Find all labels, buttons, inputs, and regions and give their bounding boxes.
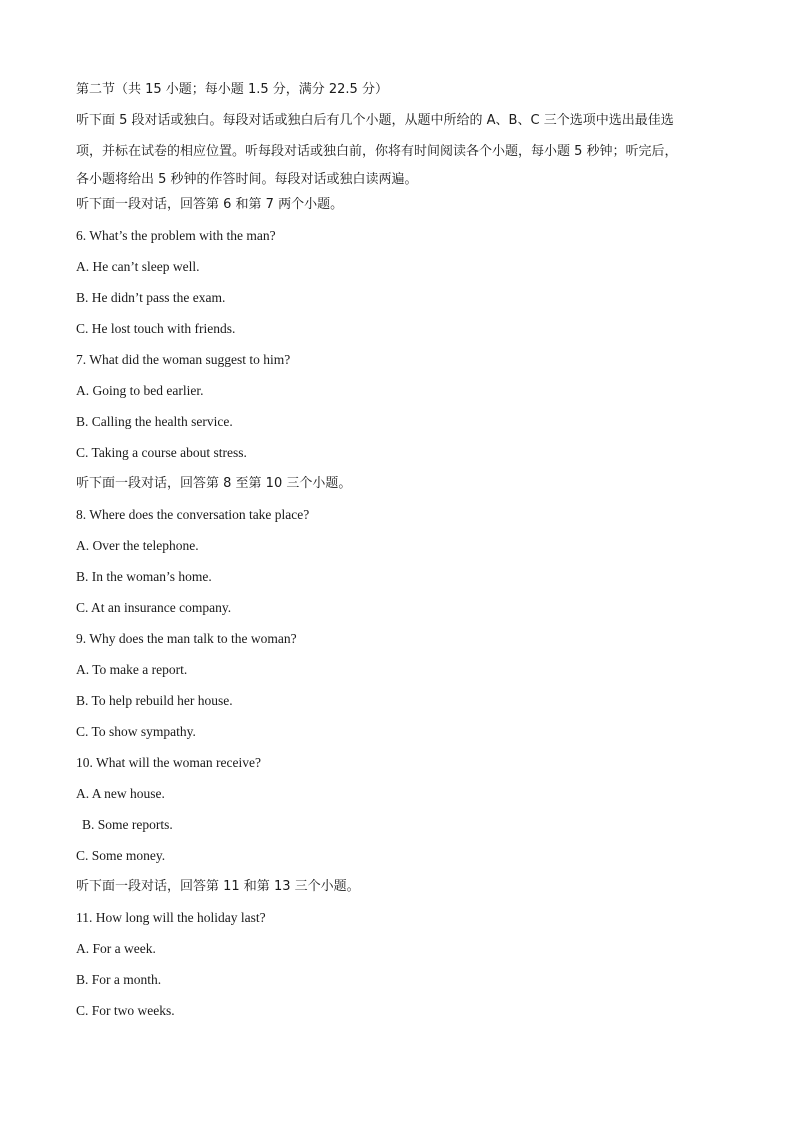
instruction-line: 项，并标在试卷的相应位置。听每段对话或独白前，你将有时间阅读各个小题，每小题 5 秒钟；听完后， xyxy=(76,144,678,159)
answer-option: C. Taking a course about stress. xyxy=(76,445,247,460)
instruction-line: 听下面 5 段对话或独白。每段对话或独白后有几个小题，从题中所给的 A、B、C 三个选项中选出最佳选 xyxy=(76,113,674,128)
answer-option: B. He didn’t pass the exam. xyxy=(76,290,226,305)
answer-option: A. A new house. xyxy=(76,786,165,801)
question-stem: 6. What’s the problem with the man? xyxy=(76,228,276,243)
question-stem: 7. What did the woman suggest to him? xyxy=(76,352,291,367)
document-content xyxy=(76,80,726,1032)
answer-option: A. Going to bed earlier. xyxy=(76,383,204,398)
instruction-line: 各小题将给出 5 秒钟的作答时间。每段对话或独白读两遍。 xyxy=(76,172,418,187)
group-prompt: 听下面一段对话，回答第 8 至第 10 三个小题。 xyxy=(76,476,352,491)
answer-option: B. In the woman’s home. xyxy=(76,569,212,584)
group-prompt: 听下面一段对话，回答第 11 和第 13 三个小题。 xyxy=(76,879,360,894)
answer-option: B. Calling the health service. xyxy=(76,414,233,429)
answer-option: C. To show sympathy. xyxy=(76,724,196,739)
answer-option: B. For a month. xyxy=(76,972,162,987)
answer-option: A. To make a report. xyxy=(76,662,188,677)
answer-option: B. Some reports. xyxy=(82,817,173,832)
question-stem: 8. Where does the conversation take place? xyxy=(76,507,310,522)
answer-option: C. Some money. xyxy=(76,848,166,863)
answer-option: C. For two weeks. xyxy=(76,1003,175,1018)
question-stem: 11. How long will the holiday last? xyxy=(76,910,266,925)
group-prompt: 听下面一段对话，回答第 6 和第 7 两个小题。 xyxy=(76,197,344,212)
answer-option: A. He can’t sleep well. xyxy=(76,259,200,274)
answer-option: A. Over the telephone. xyxy=(76,538,199,553)
question-stem: 9. Why does the man talk to the woman? xyxy=(76,631,297,646)
answer-option: C. He lost touch with friends. xyxy=(76,321,236,336)
answer-option: C. At an insurance company. xyxy=(76,600,232,615)
section-heading: 第二节（共 15 小题；每小题 1.5 分，满分 22.5 分） xyxy=(76,82,388,97)
answer-option: A. For a week. xyxy=(76,941,156,956)
question-stem: 10. What will the woman receive? xyxy=(76,755,261,770)
section-instructions xyxy=(76,105,726,193)
answer-option: B. To help rebuild her house. xyxy=(76,693,233,708)
